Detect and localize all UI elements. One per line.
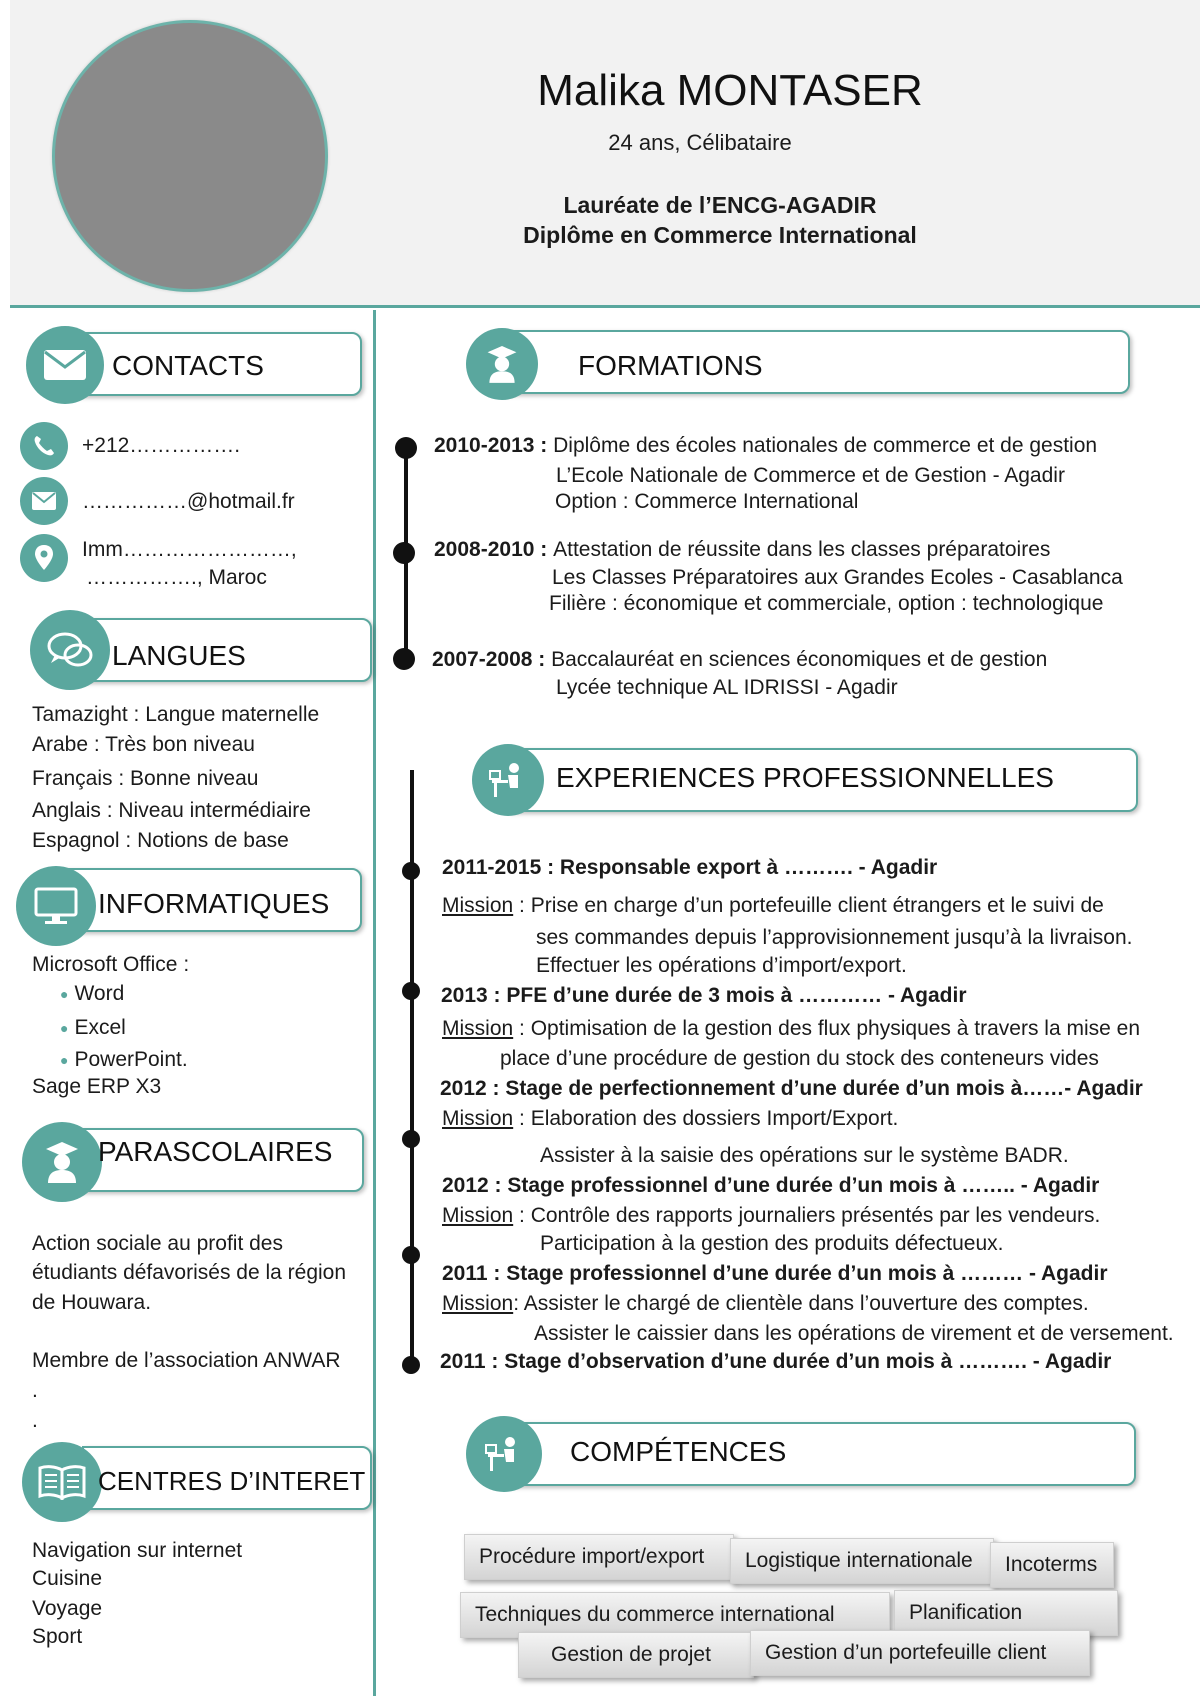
- experiences-timeline: [410, 770, 414, 1372]
- formation-option: Option : Commerce International: [555, 490, 859, 513]
- timeline-dot: [393, 648, 415, 670]
- formation-school: Lycée technique AL IDRISSI - Agadir: [556, 676, 898, 699]
- placeholder-dot: .: [32, 1409, 38, 1432]
- graduate-icon: [22, 1122, 102, 1202]
- parascolaire-text: étudiants défavorisés de la région: [32, 1261, 347, 1284]
- experiences-title: EXPERIENCES PROFESSIONNELLES: [556, 762, 1054, 793]
- address-line-1: Imm……………………,: [82, 538, 297, 561]
- experience-line: Participation à la gestion des produits défectueux.: [540, 1232, 1004, 1255]
- formation-title: Diplôme des écoles nationales de commerce et de gestion: [553, 434, 1098, 457]
- experience-heading: 2012 : Stage de perfectionnement d’une durée d’un mois à……- Agadir: [440, 1077, 1143, 1100]
- formation-years: 2010-2013: [434, 434, 535, 457]
- formation-title: Attestation de réussite dans les classes préparatoires: [553, 538, 1051, 561]
- address-line-2: ……………., Maroc: [86, 566, 267, 589]
- mission-label: Mission: [442, 1107, 514, 1130]
- interest-item: Cuisine: [32, 1567, 103, 1590]
- interets-title: CENTRES D’INTERET: [98, 1466, 366, 1496]
- software-item: [60, 1048, 188, 1072]
- langue-item: Espagnol : Notions de base: [32, 829, 289, 852]
- experience-line: ses commandes depuis l’approvisionnement jusqu’à la livraison.: [536, 926, 1133, 949]
- mission-label: Mission: [442, 1017, 514, 1040]
- formation-years: 2007-2008: [432, 648, 533, 671]
- formation-title-line: [434, 538, 1050, 562]
- timeline-dot: [402, 1246, 420, 1264]
- graduate-cap-icon: [466, 328, 538, 400]
- experience-line: [442, 1107, 898, 1131]
- mail-icon: [20, 477, 68, 525]
- mission-text: : Contrôle des rapports journaliers présentés par les vendeurs.: [513, 1204, 1101, 1227]
- skill-tag: Procédure import/export: [464, 1534, 734, 1580]
- experience-line: [442, 894, 1104, 918]
- phone-icon: [20, 422, 68, 470]
- placeholder-dot: .: [32, 1379, 38, 1402]
- timeline-dot: [393, 542, 415, 564]
- experience-line: place d’une procédure de gestion du stock des conteneurs vides: [500, 1047, 1099, 1070]
- experience-heading: 2013 : PFE d’une durée de 3 mois à ………… - Agadir: [441, 984, 967, 1007]
- bullet-icon: ●: [60, 986, 69, 1003]
- formation-title: Baccalauréat en sciences économiques et de gestion: [551, 648, 1048, 671]
- skill-tag: Incoterms: [990, 1542, 1114, 1588]
- desk-worker-icon: [466, 1416, 542, 1492]
- parascolaire-text: Action sociale au profit des: [32, 1232, 283, 1255]
- mission-text: : Prise en charge d’un portefeuille client étrangers et le suivi de: [513, 894, 1104, 917]
- informatiques-title: INFORMATIQUES: [98, 888, 330, 919]
- competences-title: COMPÉTENCES: [570, 1436, 787, 1467]
- degree-line-2: Diplôme en Commerce International: [523, 222, 917, 248]
- bullet-icon: ●: [60, 1020, 69, 1037]
- mission-text: : Assister le chargé de clientèle dans l’ouverture des comptes.: [513, 1292, 1089, 1315]
- profile-photo: [52, 20, 328, 292]
- email-text: ……………@hotmail.fr: [82, 490, 295, 513]
- experience-line: [442, 1017, 1140, 1041]
- langue-item: Tamazight : Langue maternelle: [32, 703, 320, 726]
- experience-heading: 2012 : Stage professionnel d’une durée d’un mois à …….. - Agadir: [442, 1174, 1100, 1197]
- mission-label: Mission: [442, 894, 514, 917]
- age-status: 24 ans, Célibataire: [608, 130, 792, 155]
- bullet-icon: ●: [60, 1052, 69, 1069]
- experience-heading: 2011 : Stage professionnel d’une durée d’un mois à ……… - Agadir: [442, 1262, 1108, 1285]
- formation-sep: :: [534, 538, 554, 561]
- candidate-name: Malika MONTASER: [537, 66, 923, 115]
- software-item: [60, 982, 124, 1006]
- parascolaires-title: PARASCOLAIRES: [98, 1136, 333, 1167]
- software-name: PowerPoint.: [74, 1048, 188, 1071]
- skill-tag: Gestion d’un portefeuille client: [750, 1630, 1090, 1676]
- speech-bubbles-icon: [30, 610, 110, 690]
- interest-item: Navigation sur internet: [32, 1539, 243, 1562]
- parascolaire-text: de Houwara.: [32, 1291, 152, 1314]
- contacts-title: CONTACTS: [112, 350, 264, 381]
- timeline-dot: [402, 982, 420, 1000]
- experience-line: Assister à la saisie des opérations sur le système BADR.: [540, 1144, 1069, 1167]
- langue-item: Français : Bonne niveau: [32, 767, 259, 790]
- mission-text: : Elaboration des dossiers Import/Export.: [513, 1107, 899, 1130]
- skill-tag: Gestion de projet: [518, 1632, 754, 1678]
- software-item: [60, 1016, 126, 1040]
- interest-item: Sport: [32, 1625, 83, 1648]
- open-book-icon: [22, 1442, 102, 1522]
- formation-sep: :: [534, 434, 554, 457]
- sage-label: Sage ERP X3: [32, 1075, 162, 1098]
- software-name: Word: [74, 982, 125, 1005]
- formation-title-line: [432, 648, 1047, 672]
- timeline-dot: [395, 437, 417, 459]
- formation-school: Les Classes Préparatoires aux Grandes Ecoles - Casablanca: [552, 566, 1123, 589]
- experience-line: [442, 1292, 1089, 1316]
- skill-tag: Techniques du commerce international: [460, 1592, 890, 1638]
- experience-line: Effectuer les opérations d’import/export.: [536, 954, 907, 977]
- office-label: Microsoft Office :: [32, 953, 190, 976]
- formation-school: L’Ecole Nationale de Commerce et de Gestion - Agadir: [556, 464, 1065, 487]
- column-divider: [373, 310, 376, 1696]
- software-name: Excel: [74, 1016, 126, 1039]
- envelope-icon: [26, 326, 104, 404]
- degree-line-1: Lauréate de l’ENCG-AGADIR: [563, 192, 877, 218]
- formation-title-line: [434, 434, 1097, 458]
- experience-heading: 2011-2015 : Responsable export à ………. - Agadir: [442, 856, 938, 879]
- mission-label: Mission: [442, 1204, 514, 1227]
- formation-sep: :: [532, 648, 552, 671]
- experience-line: Assister le caissier dans les opérations de virement et de versement.: [534, 1322, 1174, 1345]
- phone-text: +212…………….: [82, 434, 241, 457]
- desk-worker-icon: [472, 744, 544, 816]
- experience-heading: 2011 : Stage d’observation d’une durée d’un mois à ………. - Agadir: [440, 1350, 1112, 1373]
- location-pin-icon: [20, 534, 68, 582]
- mission-label: Mission: [442, 1292, 514, 1315]
- mission-text: : Optimisation de la gestion des flux physiques à travers la mise en: [513, 1017, 1140, 1040]
- computer-monitor-icon: [16, 866, 96, 946]
- skill-tag: Logistique internationale: [730, 1538, 994, 1584]
- timeline-dot: [402, 1356, 420, 1374]
- interest-item: Voyage: [32, 1597, 103, 1620]
- formations-title: FORMATIONS: [578, 350, 763, 381]
- langue-item: Arabe : Très bon niveau: [32, 733, 255, 756]
- experience-line: [442, 1204, 1100, 1228]
- formation-years: 2008-2010: [434, 538, 535, 561]
- langues-title: LANGUES: [112, 640, 246, 671]
- skill-tag: Planification: [894, 1590, 1118, 1636]
- formation-option: Filière : économique et commerciale, option : technologique: [549, 592, 1104, 615]
- langue-item: Anglais : Niveau intermédiaire: [32, 799, 311, 822]
- timeline-dot: [402, 862, 420, 880]
- degree: [400, 190, 1040, 250]
- association-text: Membre de l’association ANWAR: [32, 1349, 341, 1372]
- timeline-dot: [402, 1130, 420, 1148]
